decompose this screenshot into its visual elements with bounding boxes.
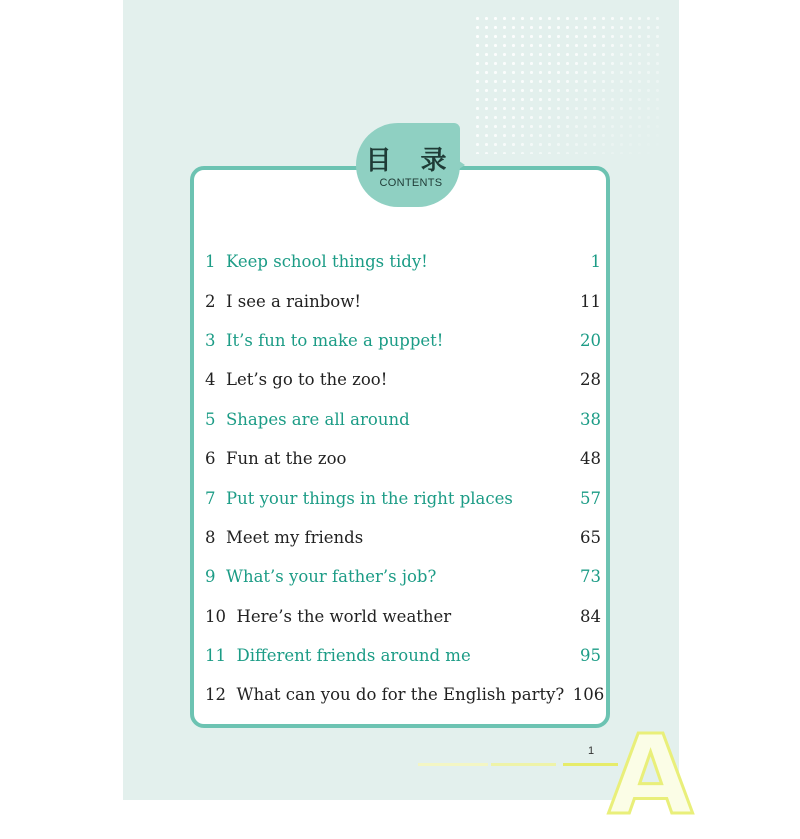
unit-number: 6	[205, 449, 226, 469]
unit-number: 1	[205, 252, 226, 272]
dot-pattern-decoration	[473, 14, 663, 154]
contents-entry	[205, 400, 601, 439]
contents-entry	[205, 360, 601, 399]
unit-page-number: 65	[580, 527, 601, 547]
contents-entry	[205, 321, 601, 360]
unit-page-number: 106	[572, 685, 605, 705]
unit-number: 3	[205, 330, 226, 350]
unit-number: 9	[205, 567, 226, 587]
contents-title-english: CONTENTS	[379, 177, 443, 189]
contents-entry	[205, 439, 601, 478]
contents-entry	[205, 478, 601, 517]
contents-entry	[205, 597, 601, 636]
unit-title: Let’s go to the zoo!	[226, 370, 388, 390]
unit-number: 4	[205, 370, 226, 390]
unit-number: 12	[205, 685, 237, 705]
footer-line-1	[418, 763, 488, 766]
book-page	[123, 0, 694, 839]
unit-page-number: 73	[580, 567, 601, 587]
contents-entry	[205, 242, 601, 281]
unit-page-number: 57	[580, 488, 601, 508]
unit-title: What can you do for the English party?	[236, 685, 565, 705]
unit-number: 7	[205, 488, 226, 508]
unit-number: 8	[205, 527, 226, 547]
unit-page-number: 84	[580, 606, 601, 626]
unit-page-number: 95	[580, 646, 601, 666]
contents-list	[205, 242, 605, 715]
unit-page-number: 1	[590, 252, 601, 272]
unit-number: 5	[205, 409, 226, 429]
corner-letter-decoration: A	[608, 711, 694, 839]
unit-title: Put your things in the right places	[226, 488, 513, 508]
unit-title: Here’s the world weather	[236, 606, 452, 626]
page-number: 1	[588, 745, 595, 757]
unit-page-number: 11	[580, 291, 601, 311]
unit-title: I see a rainbow!	[226, 291, 361, 311]
unit-title: What’s your father’s job?	[226, 567, 437, 587]
unit-title: Different friends around me	[236, 646, 471, 666]
contents-title-chinese: 目 录	[365, 146, 457, 176]
contents-entry	[205, 557, 601, 596]
unit-title: Meet my friends	[226, 527, 364, 547]
unit-page-number: 38	[580, 409, 601, 429]
unit-title: Keep school things tidy!	[226, 252, 428, 272]
unit-number: 10	[205, 606, 237, 626]
contents-entry	[205, 518, 601, 557]
unit-title: It’s fun to make a puppet!	[226, 330, 444, 350]
footer-line-2	[491, 763, 556, 766]
contents-entry	[205, 636, 601, 675]
unit-page-number: 20	[580, 330, 601, 350]
unit-title: Fun at the zoo	[226, 449, 347, 469]
unit-page-number: 48	[580, 449, 601, 469]
contents-entry	[205, 281, 601, 320]
unit-title: Shapes are all around	[226, 409, 410, 429]
unit-number: 2	[205, 291, 226, 311]
unit-number: 11	[205, 646, 237, 666]
contents-entry	[205, 675, 605, 714]
unit-page-number: 28	[580, 370, 601, 390]
